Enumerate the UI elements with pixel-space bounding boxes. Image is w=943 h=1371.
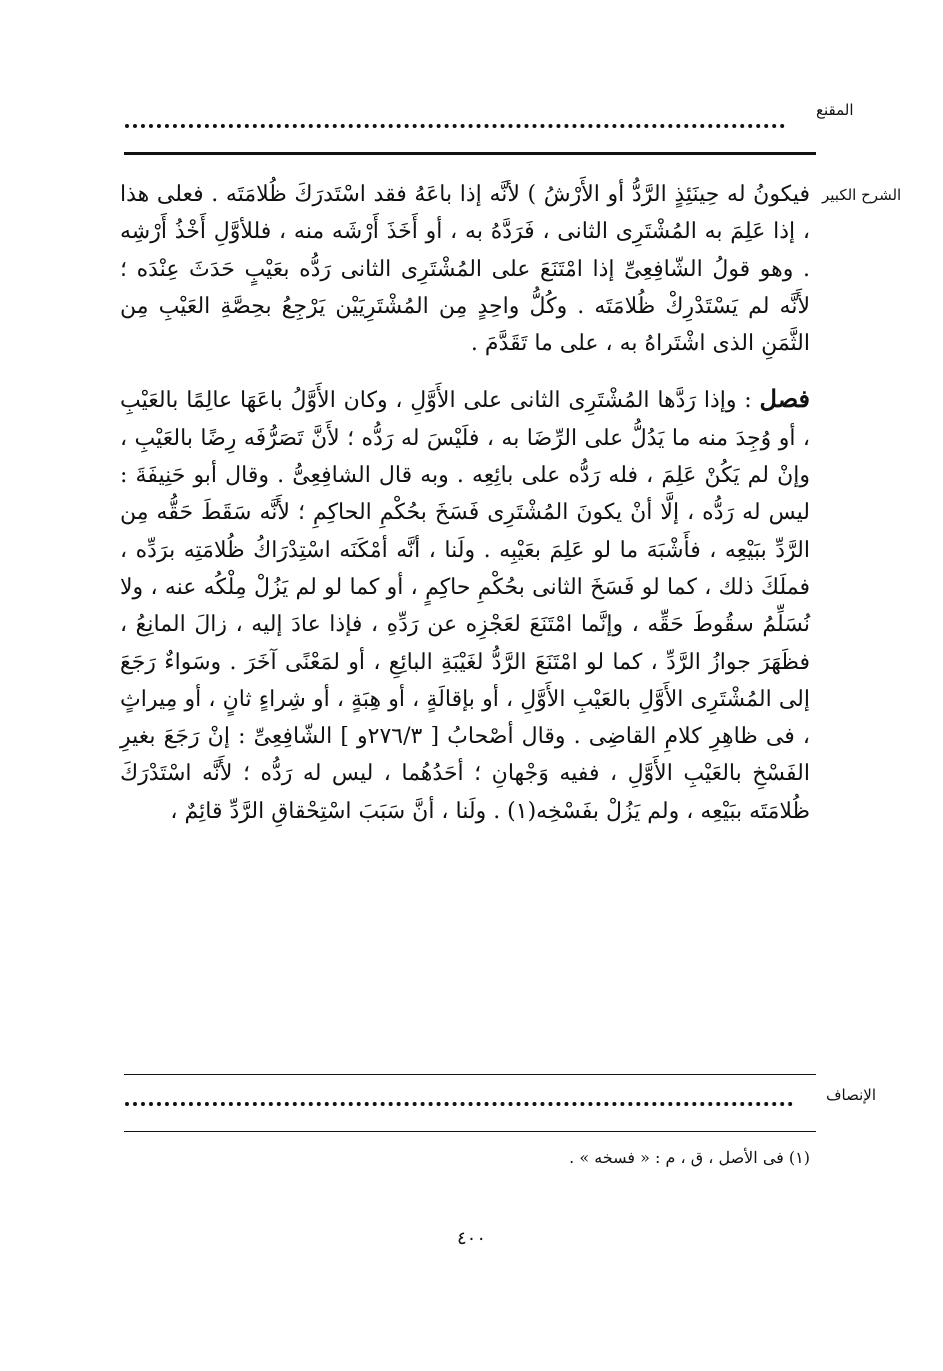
paragraph-2 xyxy=(120,380,810,830)
footnote: (١) فى الأصل ، ق ، م : « فسخه » . xyxy=(569,1148,810,1167)
paragraph-1: فيكونُ له حِينَئِذٍ الرَّدُّ أو الأَرْشُ ) لأنَّه إذا باعَهُ فقد اسْتَدرَكَ ظُلامَتَه . فعلى هذا ، إذا عَلِمَ به المُشْتَرِى الثانى ، فَرَدَّهُ به ، أو أَخَذَ أَرْشَه منه ، فللأوَّلِ أَخْذُ أَرْشِه . وهو قولُ الشّافِعِىِّ إذا امْتَنَعَ على المُشْتَرِى الثانى رَدُّه بعَيْبٍ حَدَثَ عِنْدَه ؛ لأَنَّه لم يَسْتَدْرِكْ ظُلامَتَه . وكُلُّ واحِدٍ مِن المُشْتَرِيَيْن يَرْجِعُ بحِصَّةِ العَيْبِ مِن الثَّمَنِ الذى اشْتَراهُ به ، على ما تَقَدَّمَ . xyxy=(120,182,810,357)
header-dotted-leader xyxy=(125,124,785,128)
footnote-rule xyxy=(124,1131,816,1132)
insaf-dotted-leader xyxy=(125,1102,793,1106)
header-rule xyxy=(124,152,816,155)
paragraph-2-text: : وإذا رَدَّها المُشْتَرِى الثانى على الأَوَّلِ ، وكان الأَوَّلُ باعَهَا عالِمًا بالعَيْبِ ، أو وُجِدَ منه ما يَدُلُّ على الرِّضَا به ، فلَيْسَ له رَدُّه ؛ لأَنَّ تَصَرُّفَه رِضًا بالعَيْبِ ، وإنْ لم يَكُنْ عَلِمَ ، فله رَدُّه على بائِعِه . وبه قال الشافِعِىُّ . وقال أبو حَنِيفَةَ : ليس له رَدُّه ، إلَّا أنْ يكونَ المُشْتَرِى فَسَخَ بحُكْمِ الحاكِمِ ؛ لأَنَّه سَقَطَ حَقُّه مِن الرَّدِّ ببَيْعِه ، فأَشْبَهَ ما لو عَلِمَ بعَيْبِه . ولَنا ، أنَّه أمْكَنَه اسْتِدْرَاكُ ظُلامَتِه برَدِّه ، فملَكَ ذلك ، كما لو فَسَخَ الثانى بحُكْمِ حاكِمٍ ، أو كما لو لم يَزُلْ مِلْكُه عنه ، ولا نُسَلِّمُ سقُوطَ حَقِّه ، وإنَّما امْتَنَعَ لعَجْزِه عن رَدِّهِ ، فإذا عادَ إليه ، زالَ المانِعُ ، فظَهَرَ جوازُ الرَّدِّ ، كما لو امْتَنَعَ الرَّدُّ لغَيْبَةِ البائِعِ ، أو لمَعْنًى آخَرَ . وسَواءٌ رَجَعَ إلى المُشْتَرِى الأَوَّلِ بالعَيْبِ الأَوَّلِ ، أو بإقالَةٍ ، أو هِبَةٍ ، أو شِراءٍ ثانٍ ، أو مِيراثٍ ، فى ظاهِرِ كلامِ القاضِى . وقال أصْحابُ [ ٢٧٦/٣و ] الشّافِعِىِّ : إنْ رَجَعَ بغيرِ الفَسْخِ بالعَيْبِ الأَوَّلِ ، ففيه وَجْهانِ ؛ أحَدُهُما ، ليس له رَدُّه ؛ لأَنَّه اسْتَدْرَكَ ظُلامَتَه ببَيْعِه ، ولم يَزُلْ بفَسْخِه(١) . ولَنا ، أنَّ سَبَبَ اسْتِحْقاقِ الرَّدِّ قائِمٌ ، xyxy=(120,388,811,824)
page-number: ٤٠٠ xyxy=(456,1228,486,1249)
header-book-title: المقنع xyxy=(816,101,854,119)
section-label-sharh: الشرح الكبير xyxy=(822,186,902,204)
main-text xyxy=(120,176,810,830)
section-label-insaf: الإنصاف xyxy=(826,1086,877,1104)
fasl-heading: فصل xyxy=(759,384,810,414)
body-end-rule xyxy=(124,1074,816,1075)
